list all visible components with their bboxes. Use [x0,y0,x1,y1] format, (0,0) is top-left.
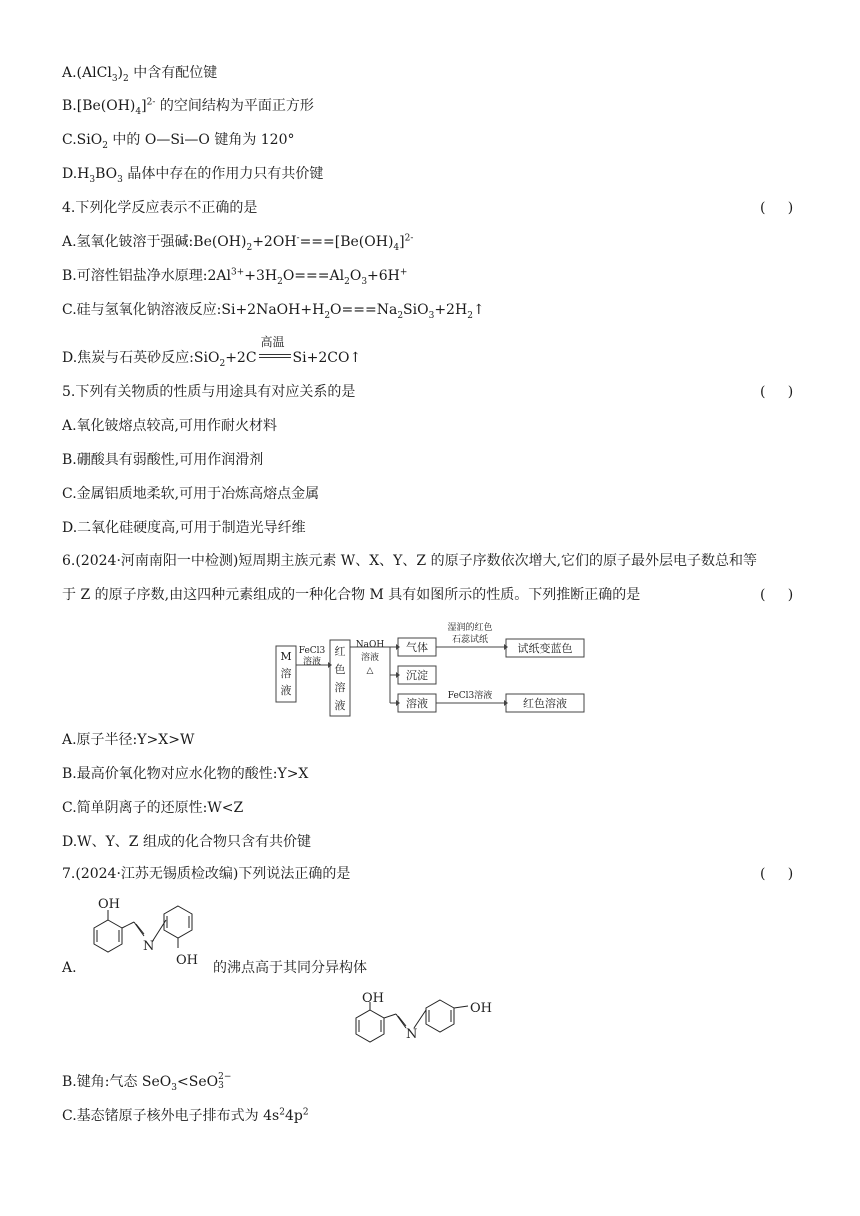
q5-option-c: C.金属铝质地柔软,可用于冶炼高熔点金属 [62,486,320,502]
q7-option-a-prefix: A. [62,960,77,976]
q6-option-c: C.简单阴离子的还原性:W<Z [62,800,244,816]
q6-option-b: B.最高价氧化物对应水化物的酸性:Y>X [62,766,309,782]
reagent-fecl3: FeCl3 [298,646,326,656]
litmus-label-1: 湿润的红色 [447,623,493,633]
condition-high-temp: 高温 [260,335,285,349]
q4-option-b: B.可溶性铝盐净水原理$:2Al^{3+}+3H_2O===Al_2O_3+6H^+$ [62,267,408,287]
oh-label-1: OH [98,897,120,912]
q4-stem: 4.下列化学反应表示不正确的是 [62,200,258,216]
q6-option-d: D.W、Y、Z 组成的化合物只含有共价键 [62,834,311,850]
q3-option-d: $D.H_3BO_3$ 晶体中存在的作用力只有共价键 [62,166,324,185]
q7-answer-paren: ( ) [760,866,794,882]
precipitate-label: 沉淀 [406,669,428,682]
q7-option-a-text: 的沸点高于其同分异构体 [213,960,367,976]
q4-option-a: A.氢氧化铍溶于强碱$:Be(OH)_2+2OH^-===[Be(OH)_4]^{2-}$ [62,233,414,253]
q5-option-a: A.氧化铍熔点较高,可用作耐火材料 [62,418,278,434]
reagent-naoh: NaOH [355,640,385,650]
heat-symbol: △ [366,666,374,676]
q4-option-d: D.焦炭与石英砂反应:SiO$_2$+2C 高温 Si+2CO↑ [62,348,361,368]
red-result-label: 红色溶液 [523,697,567,710]
q7-option-b: B.键角:气态 SeO$_3$<SeO 2− 3 [62,1072,232,1093]
m-label: M [280,650,292,663]
red-label-1: 红 [334,645,346,658]
gas-label: 气体 [406,641,428,654]
molecule-para-isomer [350,988,530,1058]
red-label-4: 液 [334,699,346,712]
reagent-naoh-solution: 溶液 [360,653,380,663]
solution-label: 溶液 [406,697,428,710]
reaction-flow-diagram [270,620,600,720]
sulfite-charge: 2− [218,1072,232,1082]
high-temp-equals [257,335,293,368]
q6-stem-line2: 于 Z 的原子序数,由这四种元素组成的一种化合物 M 具有如图所示的性质。下列推断正确的是 [62,587,641,603]
red-label-3: 溶 [334,681,346,694]
q5-option-d: D.二氧化硅硬度高,可用于制造光导纤维 [62,520,306,536]
reagent-fecl3-solution: 溶液 [302,657,322,667]
q6-answer-paren: ( ) [760,587,794,603]
red-label-2: 色 [334,663,346,676]
m-label-3: 液 [280,684,292,697]
oh-label-3: OH [362,991,384,1006]
oh-label-2: OH [176,953,198,968]
q3-option-c: C.SiO$_2$ 中的 O—Si—O 键角为 120° [62,132,295,151]
reagent-fecl3-2: FeCl3溶液 [447,691,493,701]
n-label-1: N [143,939,155,954]
q4-answer-paren: ( ) [760,200,794,216]
oh-label-4: OH [470,1001,492,1016]
q3-option-a: $A.(AlCl_3)_2$ 中含有配位键 [62,65,218,84]
q5-answer-paren: ( ) [760,384,794,400]
q7-option-c: C.基态锗原子核外电子排布式为 $4s^24p^2$ [62,1107,309,1124]
q7-stem: 7.(2024·江苏无锡质检改编)下列说法正确的是 [62,866,351,882]
q6-option-a: A.原子半径:Y>X>W [62,732,195,748]
molecule-ortho-isomer [78,892,213,980]
n-label-2: N [406,1027,418,1042]
paper-blue-label: 试纸变蓝色 [517,642,573,655]
m-label-2: 溶 [280,667,292,680]
q4-option-c: C.硅与氢氧化钠溶液反应$:Si+2NaOH+H_2O===Na_2SiO_3+2H_2↑$ [62,302,485,321]
sulfite-subscript: 3 [218,1081,224,1091]
q6-stem-line1: 6.(2024·河南南阳一中检测)短周期主族元素 W、X、Y、Z 的原子序数依次增大,它们的原子最外层电子数总和等 [62,553,758,569]
q3-option-b: $B.[Be(OH)_4]^{2-}$ 的空间结构为平面正方形 [62,97,314,117]
litmus-label-2: 石蕊试纸 [451,635,489,645]
q5-option-b: B.硼酸具有弱酸性,可用作润滑剂 [62,452,264,468]
q5-stem: 5.下列有关物质的性质与用途具有对应关系的是 [62,384,356,400]
